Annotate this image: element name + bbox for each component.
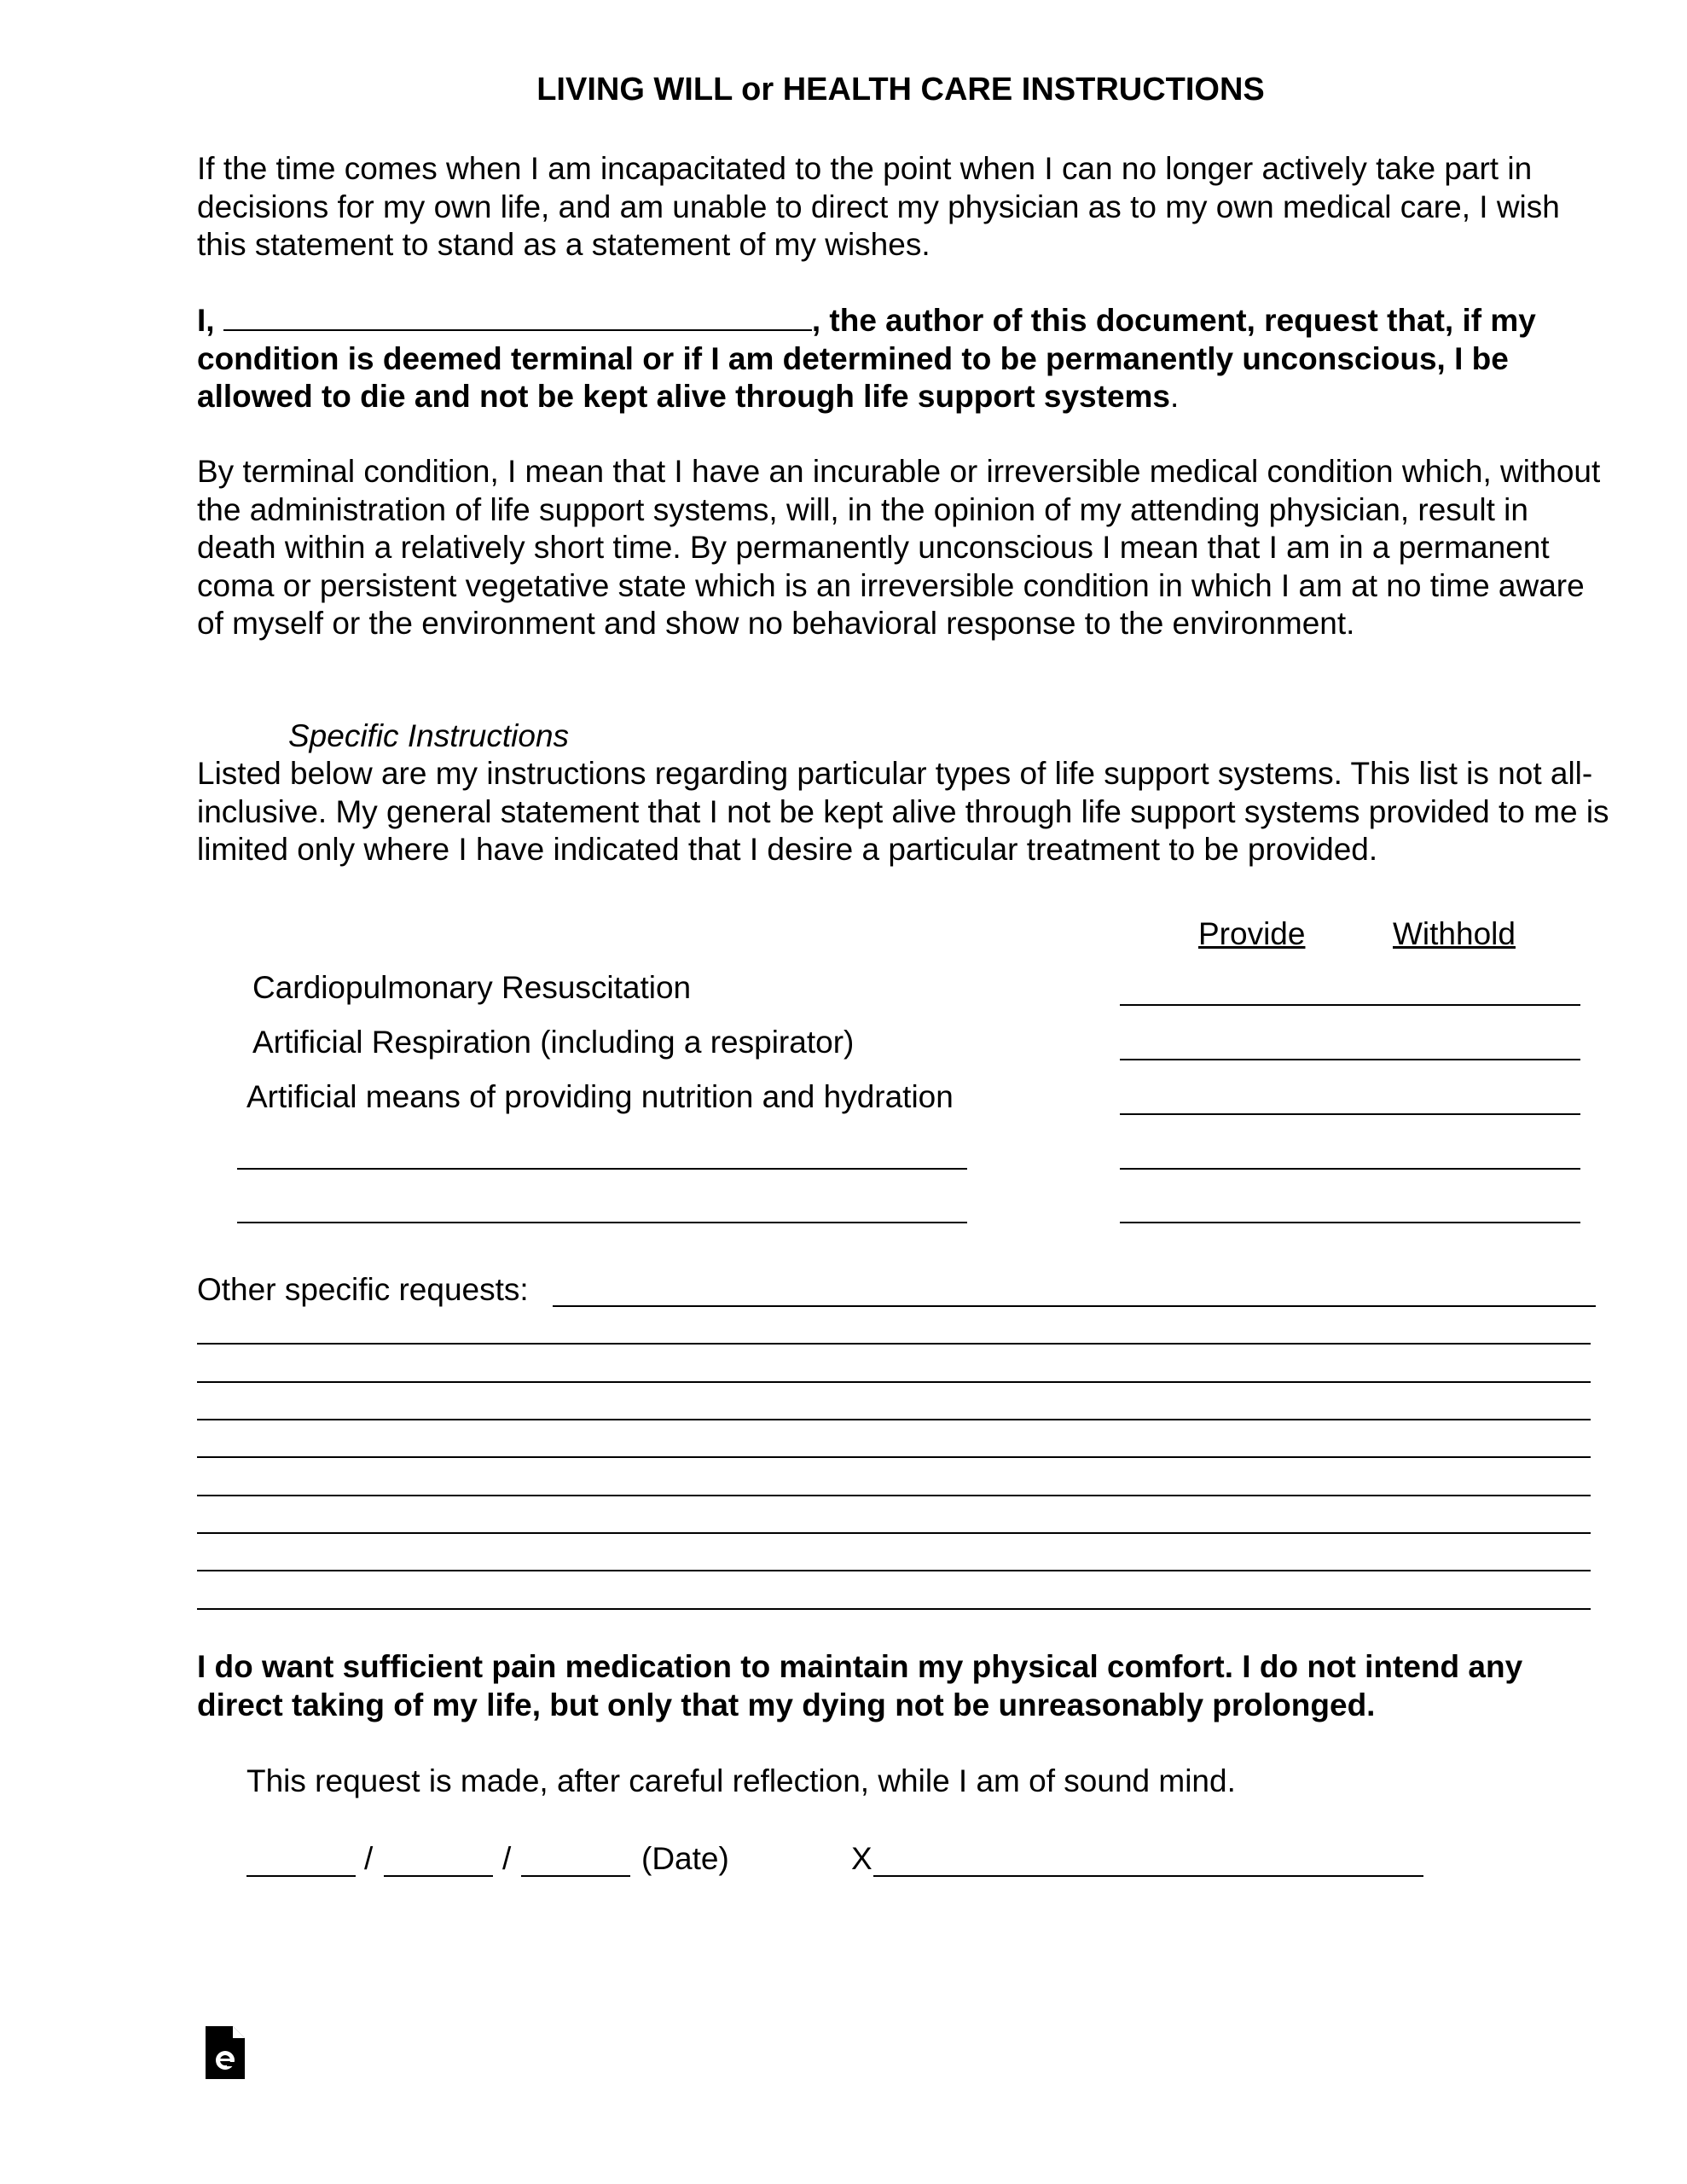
other-requests-line-5[interactable]	[197, 1456, 1591, 1458]
date-month-field[interactable]	[246, 1875, 356, 1877]
date-separator-2: /	[502, 1841, 512, 1876]
author-statement-text: , the author of this document, request that, if my condition is deemed terminal or if I am determined to be permanently unconscious, I be allowed to die and not be kept alive through life support systems	[197, 303, 1536, 414]
custom-treatment-line-2[interactable]	[237, 1222, 967, 1223]
date-year-field[interactable]	[521, 1875, 630, 1877]
other-requests-line-4[interactable]	[197, 1419, 1591, 1420]
date-label: (Date)	[641, 1841, 729, 1876]
reflection-statement: This request is made, after careful reflection, while I am of sound mind.	[246, 1763, 1236, 1798]
other-requests-label: Other specific requests:	[197, 1272, 529, 1307]
custom-treatment-line-1[interactable]	[237, 1168, 967, 1170]
specific-instructions-heading: Specific Instructions	[288, 718, 570, 753]
other-requests-line-9[interactable]	[197, 1608, 1591, 1610]
date-day-field[interactable]	[384, 1875, 493, 1877]
document-title: LIVING WILL or HEALTH CARE INSTRUCTIONS	[536, 72, 1265, 107]
other-requests-line-8[interactable]	[197, 1570, 1591, 1571]
provide-column-header: Provide	[1198, 916, 1306, 951]
definition-paragraph: By terminal condition, I mean that I have an incurable or irreversible medical condition which, without the administration of life support systems, will, in the opinion of my attending physician, result in death within a relatively short time. By permanently unconscious I mean that I am in a permanent coma or persistent vegetative state which is an irreversible condition in which I am at no time aware of myself or the environment and show no behavioral response to the environment.	[197, 454, 1601, 641]
withhold-column-header: Withhold	[1393, 916, 1516, 951]
pain-medication-statement: I do want sufficient pain medication to maintain my physical comfort. I do not intend any direct taking of my life, but only that my dying not be unreasonably prolonged.	[197, 1649, 1523, 1722]
intro-paragraph: If the time comes when I am incapacitated to the point when I can no longer actively take part in decisions for my own life, and am unable to direct my physician as to my own medical care, I wish this statement to stand as a statement of my wishes.	[197, 151, 1560, 262]
signature-mark: X	[851, 1841, 872, 1876]
other-requests-line-3[interactable]	[197, 1381, 1591, 1383]
author-prefix: I,	[197, 303, 215, 338]
custom-treatment-choice-line-1[interactable]	[1120, 1168, 1580, 1170]
treatment-respiration: Artificial Respiration (including a respirator)	[252, 1025, 855, 1060]
author-statement	[197, 302, 1613, 416]
signature-line[interactable]	[873, 1875, 1423, 1877]
other-requests-line-6[interactable]	[197, 1495, 1591, 1496]
treatment-nutrition: Artificial means of providing nutrition and hydration	[246, 1079, 954, 1114]
other-requests-line-7[interactable]	[197, 1532, 1591, 1534]
author-name-field[interactable]	[223, 304, 812, 331]
treatment-cpr-choice-line[interactable]	[1120, 1004, 1580, 1006]
treatment-nutrition-choice-line[interactable]	[1120, 1113, 1580, 1115]
author-statement-end: .	[1170, 379, 1180, 414]
document-logo-icon	[206, 2026, 245, 2079]
treatment-respiration-choice-line[interactable]	[1120, 1059, 1580, 1060]
date-separator-1: /	[364, 1841, 374, 1876]
treatment-cpr: Cardiopulmonary Resuscitation	[252, 970, 692, 1005]
custom-treatment-choice-line-2[interactable]	[1120, 1222, 1580, 1223]
other-requests-line-1[interactable]	[553, 1305, 1596, 1307]
specific-instructions-text: Listed below are my instructions regarding particular types of life support systems. This list is not all-inclusive. My general statement that I not be kept alive through life support systems provided to me is limited only where I have indicated that I desire a particular treatment to be provided.	[197, 756, 1609, 867]
other-requests-line-2[interactable]	[197, 1343, 1591, 1345]
